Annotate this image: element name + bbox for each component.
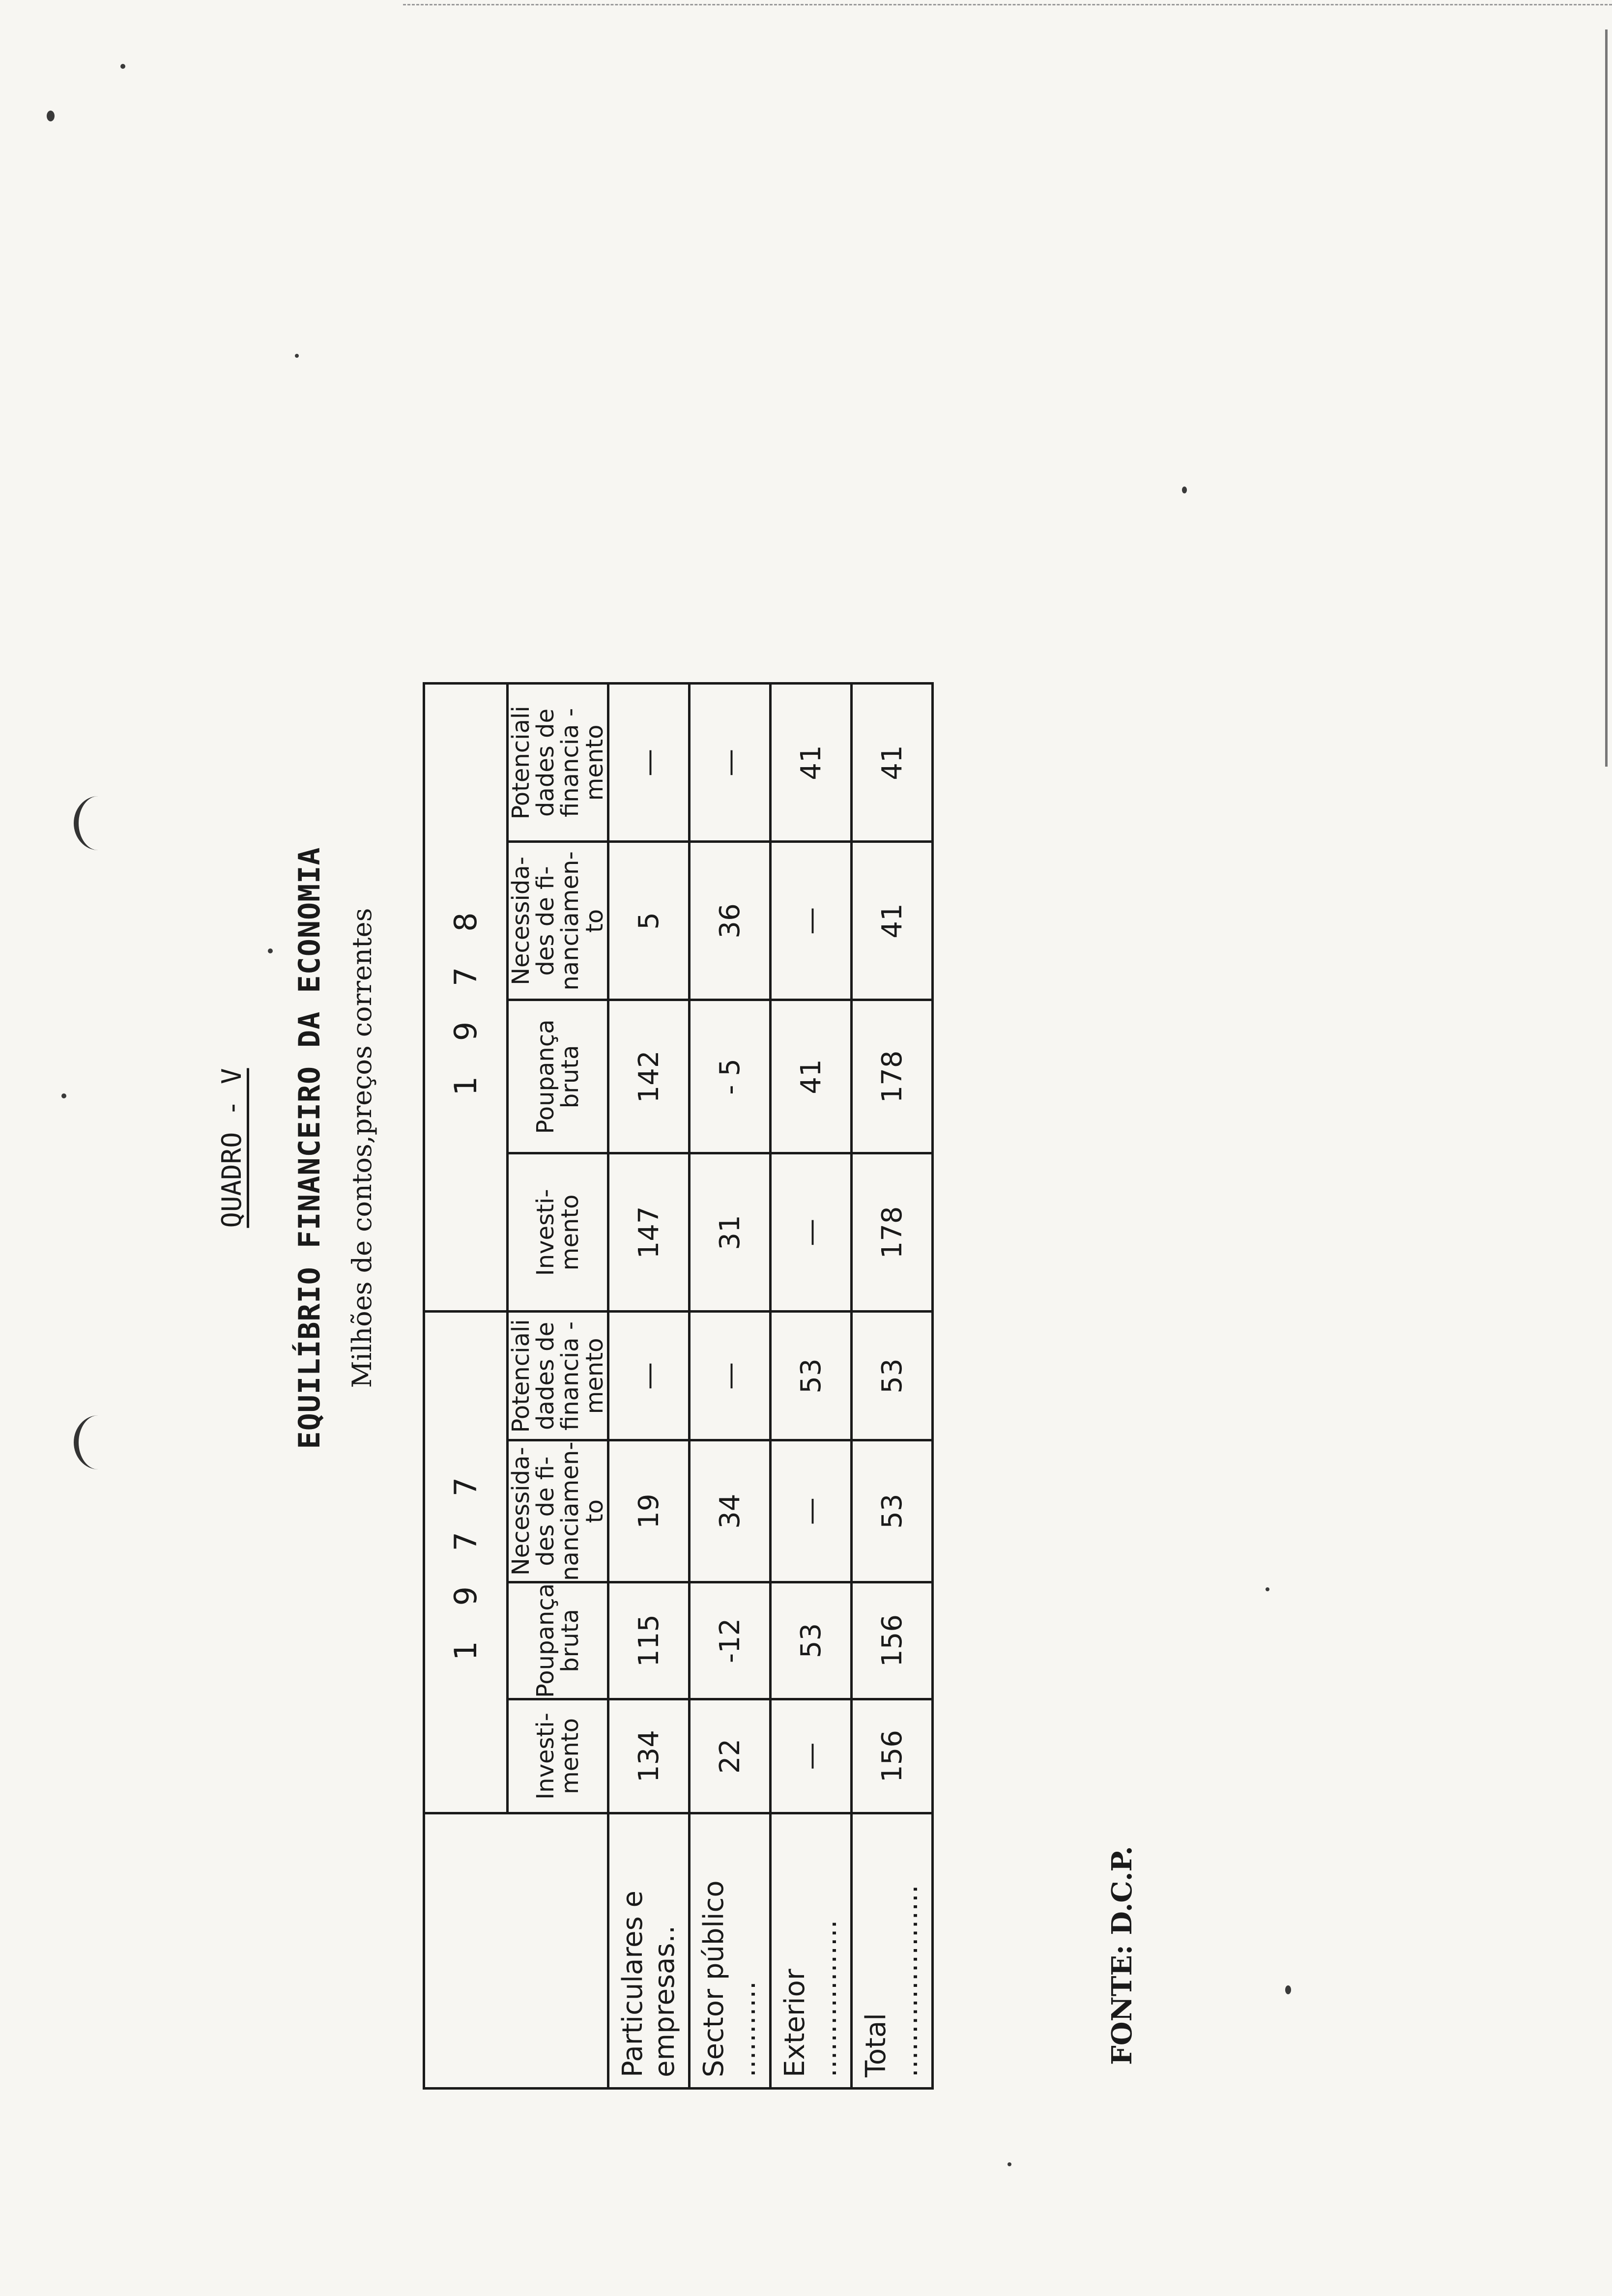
column-header-necessidades-1977: Necessida- des de fi- nanciamen- to [508, 1440, 608, 1582]
column-header-investimento-1977: Investi- mento [508, 1699, 608, 1813]
table-cell: 115 [608, 1582, 690, 1699]
table-cell: 41 [852, 684, 933, 842]
table-subtitle: Milhões de contos,preços correntes [346, 908, 377, 1388]
table-cell: — [771, 1440, 852, 1582]
table-cell: 41 [771, 684, 852, 842]
table-cell: — [690, 684, 771, 842]
column-header-poupanca-1978: Poupança bruta [508, 1000, 608, 1153]
table-cell: 36 [690, 842, 771, 1000]
table-cell: — [771, 842, 852, 1000]
table-number: QUADRO - V [216, 1068, 247, 1228]
table-row [852, 684, 933, 2089]
table-cell: 53 [771, 1312, 852, 1440]
table-cell: - 5 [690, 1000, 771, 1153]
table-row [690, 684, 771, 2089]
table-cell: 134 [608, 1699, 690, 1813]
table-title: EQUILÍBRIO FINANCEIRO DA ECONOMIA [292, 847, 327, 1449]
row-label: Total ...................... [852, 1813, 933, 2089]
economy-balance-table [423, 682, 934, 2090]
table-cell: 53 [771, 1582, 852, 1699]
year-header-1978: 1 9 7 8 [424, 684, 508, 1312]
table-cell: — [608, 684, 690, 842]
table-cell: 41 [771, 1000, 852, 1153]
column-header-potencialidades-1977: Potenciali dades de financia - mento [508, 1312, 608, 1440]
table-cell: 156 [852, 1582, 933, 1699]
table-cell: 31 [690, 1153, 771, 1312]
table-cell: 22 [690, 1699, 771, 1813]
column-header-investimento-1978: Investi- mento [508, 1153, 608, 1312]
table-cell: 156 [852, 1699, 933, 1813]
table-cell: 41 [852, 842, 933, 1000]
year-header-1977: 1 9 7 7 [424, 1312, 508, 1813]
table-cell: 178 [852, 1153, 933, 1312]
table-row [608, 684, 690, 2089]
table-cell: 53 [852, 1312, 933, 1440]
table-cell: — [771, 1153, 852, 1312]
table-cell: -12 [690, 1582, 771, 1699]
row-label: Particulares e empresas.. [608, 1813, 690, 2089]
table-cell: 147 [608, 1153, 690, 1312]
column-header-necessidades-1978: Necessida- des de fi- nanciamen- to [508, 842, 608, 1000]
table-cell: 34 [690, 1440, 771, 1582]
table-cell: 53 [852, 1440, 933, 1582]
table-cell: 142 [608, 1000, 690, 1153]
table-cell: — [690, 1312, 771, 1440]
table-cell: 178 [852, 1000, 933, 1153]
table-row [771, 684, 852, 2089]
source-note: FONTE: D.C.P. [1106, 1846, 1138, 2065]
row-label: Sector público ........... [690, 1813, 771, 2089]
table-cell: — [608, 1312, 690, 1440]
table-cell: 5 [608, 842, 690, 1000]
column-header-potencialidades-1978: Potenciali dades de financia - mento [508, 684, 608, 842]
column-header-poupanca-1977: Poupança bruta [508, 1582, 608, 1699]
corner-cell [424, 1813, 608, 2089]
table-cell: 19 [608, 1440, 690, 1582]
table-cell: — [771, 1699, 852, 1813]
row-label: Exterior .................. [771, 1813, 852, 2089]
